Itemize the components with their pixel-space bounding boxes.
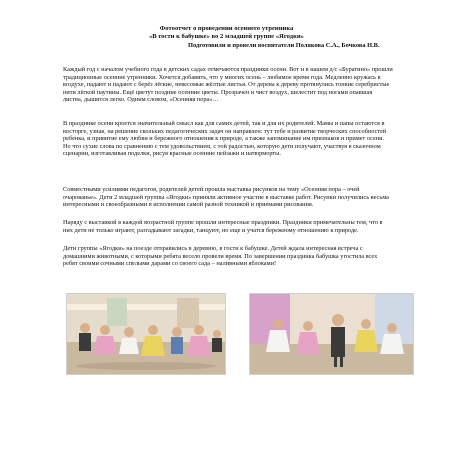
authors-line: Подготовили и провели воспитатели Полякова С.А., Бочкова Н.В. (188, 42, 380, 49)
title-line-1: Фотоотчет о проведении осеннего утренника (159, 25, 294, 32)
paragraph-meaning: В празднике осени кроется значительный смысл как для самих детей, так и для их родителей. Мамы и папы остаются в восторге, узнав, на решение скольких педагогических задач он направлен: тут тебе и развитие творческих способностей ребенка, и привитие ему любви и бережного отношения к природе, а также запоминание им признаков и примет осени. Но что сухие слова по сравнению с тем удовольствием, с той радостью, которую дети получают, участвуя в сказочном сценарии, изготавливая поделки, рисуя красные осенние пейзажи и натюрморты. (63, 120, 387, 158)
paragraph-train-trip: Дети группы «Ягодки» на поезде отправились в деревню, в гости к бабушке. Детей ждала интересная встреча с домашними животными, с которыми ребята весело провели время. По завершении праздника бабушка угостила всех ребят своими сочными спелыми дарами со своего сада – наливными яблоками! (63, 245, 378, 268)
photo-children-with-grandmother (249, 293, 414, 375)
paragraph-holidays: Наряду с выставкой в каждой возрастной группе прошли интересные праздники. Праздники примечательны тем, что в них дети не только играют, разгадывают загадки, танцуют, но еще и учатся бережному отношению к природе. (63, 219, 383, 234)
document-title (0, 25, 453, 42)
photo-children-dancing (66, 293, 226, 375)
paragraph-exhibition: Совместными усилиями педагогов, родителей детей прошла выставка рисунков на тему «Осенняя пора – очей очарованье». Дети 2 младшей группы «Ягодки» приняли активное участие в выставке работ. Рисунки получились весьма интересными и своеобразными в исполнении самой разной техникой и приемами рисования. (63, 186, 389, 209)
paragraph-intro: Каждый год с началом учебного года в детских садах отмечаются праздники осени. Вот и в нашем д/с «Буратино» прошли традиционные осенние утренники. Хочется добавить, что у многих осень – любимое время года. Медленно кружась в воздухе, падают и падают с берёз лёгкие, невесомые жёлтые листья. От дерева к дереву протянулись тонкие серебристые нити лёгкой паутины. Ещё цветут поздние осенние цветы. Прозрачен и чист воздух, шелестит под ногами опавшая листва, дышится легко. Одним словом, «Осенняя пора»… (63, 66, 393, 104)
title-line-2: «В гости к бабушке» во 2 младшей группе «Ягодки» (149, 33, 304, 41)
